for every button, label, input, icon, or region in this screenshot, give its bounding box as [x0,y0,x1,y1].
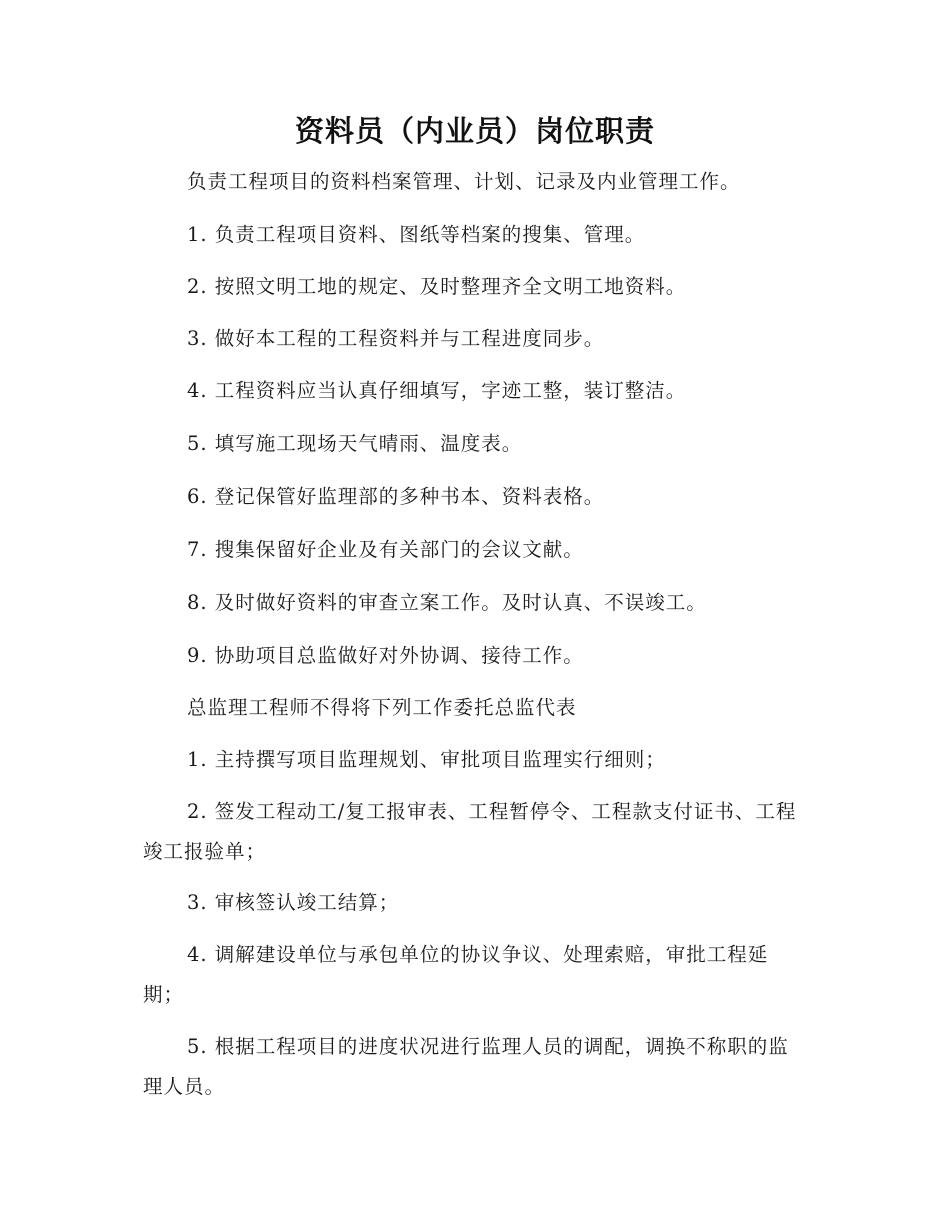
document-title: 资料员（内业员）岗位职责 [294,114,655,148]
paragraph-intro: 负责工程项目的资料档案管理、计划、记录及内业管理工作。 [187,170,741,193]
paragraph-item-4: 4. 工程资料应当认真仔细填写，字迹工整，装订整洁。 [187,379,687,402]
paragraph-duty-5: 5. 根据工程项目的进度状况进行监理人员的调配，调换不称职的监理人员。 [143,1035,789,1098]
paragraph-item-5: 5. 填写施工现场天气晴雨、温度表。 [187,432,523,455]
paragraph-section-heading: 总监理工程师不得将下列工作委托总监代表 [187,696,577,719]
paragraph-item-2: 2. 按照文明工地的规定、及时整理齐全文明工地资料。 [187,275,687,298]
paragraph-duty-2: 2. 签发工程动工/复工报审表、工程暂停令、工程款支付证书、工程竣工报验单； [143,800,797,863]
paragraph-item-6: 6. 登记保管好监理部的多种书本、资料表格。 [187,485,605,508]
paragraph-item-7: 7. 搜集保留好企业及有关部门的会议文献。 [187,538,584,561]
paragraph-duty-1: 1. 主持撰写项目监理规划、审批项目监理实行细则； [187,748,666,771]
paragraph-item-9: 9. 协助项目总监做好对外协调、接待工作。 [187,644,584,667]
paragraph-item-8: 8. 及时做好资料的审查立案工作。及时认真、不误竣工。 [187,591,707,614]
paragraph-item-1: 1. 负责工程项目资料、图纸等档案的搜集、管理。 [187,223,646,246]
paragraph-item-3: 3. 做好本工程的工程资料并与工程进度同步。 [187,327,605,350]
paragraph-duty-3: 3. 审核签认竣工结算； [187,891,400,914]
paragraph-duty-4: 4. 调解建设单位与承包单位的协议争议、处理索赔，审批工程延期； [143,943,769,1006]
